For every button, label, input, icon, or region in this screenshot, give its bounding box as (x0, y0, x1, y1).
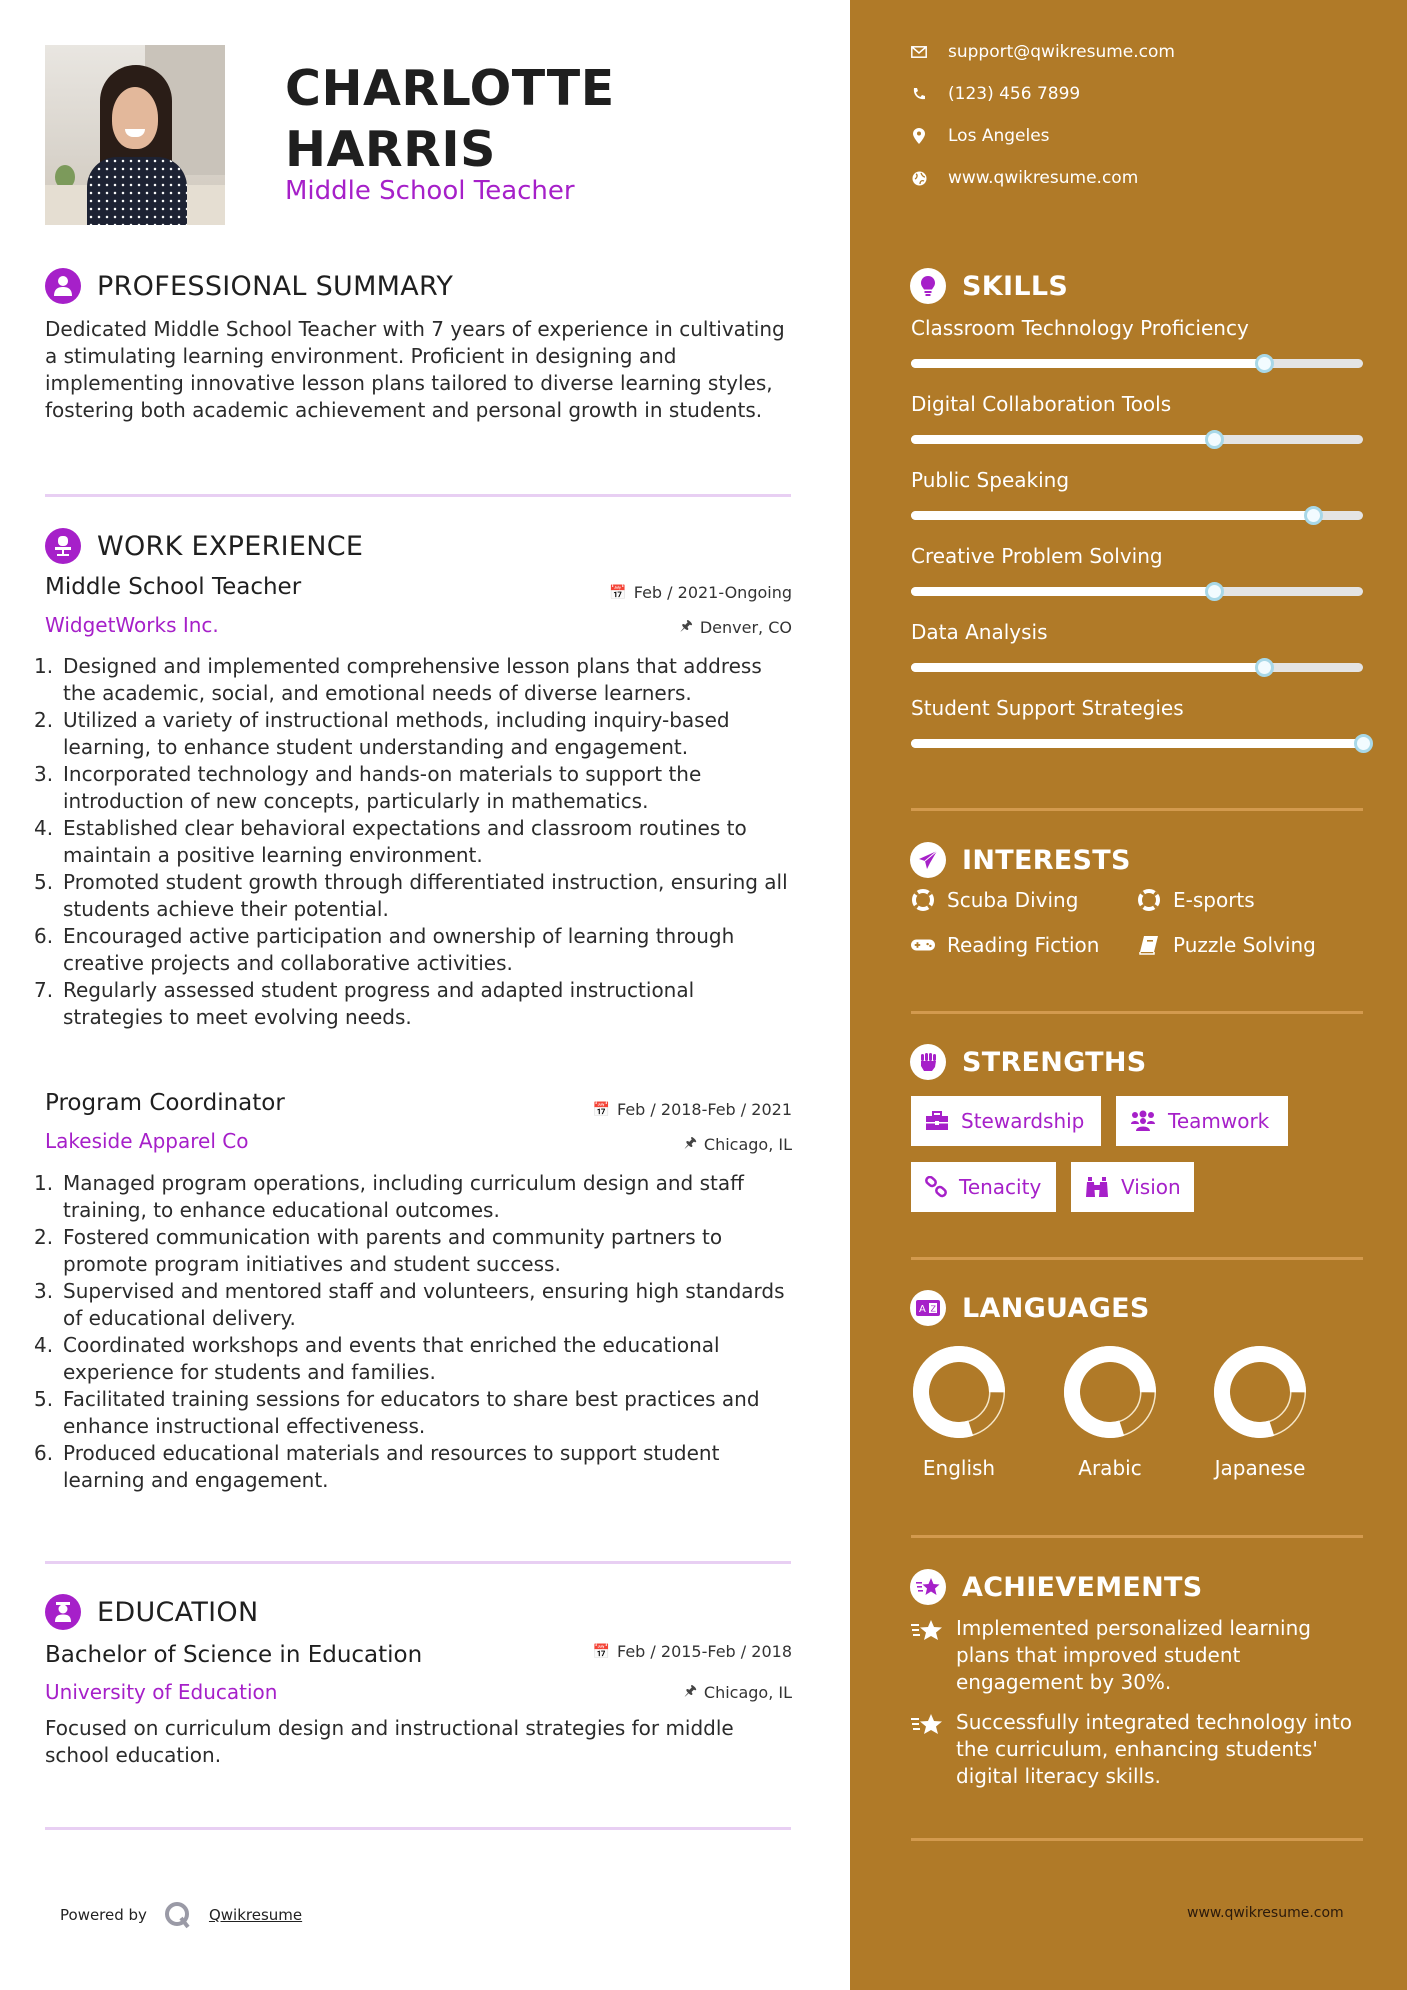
section-divider (911, 1535, 1363, 1538)
skills-heading (910, 268, 1068, 304)
job-location-2 (684, 1132, 792, 1156)
language-donut (1062, 1344, 1158, 1440)
list-item: 3. Supervised and mentored staff and volunteers, ensuring high standards of educational delivery. (34, 1279, 785, 1330)
experience-heading (45, 528, 363, 564)
achievement-item: Successfully integrated technology into the curriculum, enhancing students' digital literacy skills. (911, 1709, 1361, 1790)
skill-slider-knob[interactable] (1255, 354, 1274, 373)
list-item: 7. Regularly assessed student progress and adapted instructional strategies to meet evolving needs. (34, 978, 695, 1029)
translate-icon (910, 1290, 946, 1326)
skill-slider-fill (911, 587, 1214, 596)
section-divider (45, 1827, 791, 1830)
list-item: 5. Promoted student growth through differentiated instruction, ensuring all students achieve their potential. (34, 870, 788, 921)
strength-chip-vision: Vision (1071, 1162, 1194, 1212)
job-location-1 (680, 615, 792, 639)
language-label: English (922, 1456, 996, 1480)
sidebar (850, 0, 1407, 1990)
languages-title: LANGUAGES (962, 1292, 1150, 1324)
contact-location (910, 126, 1050, 146)
job-2-bullets (34, 1170, 794, 1494)
name-line-1: CHARLOTTE (285, 60, 615, 117)
skill-slider-knob[interactable] (1255, 658, 1274, 677)
interests-title: INTERESTS (962, 844, 1131, 876)
calendar-icon: 📅 (592, 1101, 610, 1118)
skill-slider[interactable] (911, 587, 1363, 596)
job-title: Middle School Teacher (285, 176, 575, 206)
interests-heading (910, 842, 1131, 878)
summary-heading (45, 268, 453, 304)
list-item: 1. Managed program operations, including curriculum design and staff training, to enhance educational outcomes. (34, 1171, 744, 1222)
list-item: 1. Designed and implemented comprehensive lesson plans that address the academic, social, and emotional needs of diverse learners. (34, 654, 762, 705)
contact-phone[interactable] (910, 84, 1080, 104)
education-location-text: Chicago, IL (703, 1682, 792, 1702)
skill-label: Data Analysis (911, 620, 1048, 644)
achievement-item: Implemented personalized learning plans that improved student engagement by 30%. (911, 1615, 1361, 1696)
name-line-2: HARRIS (285, 121, 496, 178)
calendar-icon: 📅 (609, 584, 627, 601)
language-label: Arabic (1078, 1456, 1142, 1480)
link-icon (925, 1176, 947, 1198)
interest-item: Reading Fiction (911, 933, 1099, 957)
language-label: Japanese (1214, 1456, 1306, 1480)
skill-slider-fill (911, 435, 1214, 444)
skill-label: Public Speaking (911, 468, 1070, 492)
language-item (1060, 1344, 1160, 1480)
user-icon (45, 268, 81, 304)
candidate-name (285, 58, 615, 180)
envelope-icon (910, 46, 928, 58)
job-1-bullets (34, 653, 794, 1031)
job-dates-2 (593, 1100, 792, 1119)
language-item (1210, 1344, 1310, 1480)
skill-slider-knob[interactable] (1354, 734, 1373, 753)
interest-item: Puzzle Solving (1137, 933, 1316, 957)
life-ring-icon (911, 889, 935, 911)
list-item: 4. Coordinated workshops and events that enriched the educational experience for students and families. (34, 1333, 720, 1384)
strength-chip-tenacity: Tenacity (911, 1162, 1056, 1212)
paper-plane-icon (910, 842, 946, 878)
gamepad-icon (911, 938, 935, 952)
skill-label: Student Support Strategies (911, 696, 1184, 720)
skill-slider-fill (911, 511, 1313, 520)
website-text: www.qwikresume.com (948, 168, 1139, 188)
map-pin-icon (910, 128, 928, 144)
list-item: 6. Produced educational materials and resources to support student learning and engagement. (34, 1441, 720, 1492)
pushpin-icon: 🖈 (683, 1135, 697, 1151)
skill-label: Digital Collaboration Tools (911, 392, 1172, 416)
interest-item: E-sports (1137, 888, 1255, 912)
achievements-title: ACHIEVEMENTS (962, 1571, 1203, 1603)
skill-slider[interactable] (911, 511, 1363, 520)
pushpin-icon: 🖈 (683, 1683, 697, 1699)
section-divider (45, 1561, 791, 1564)
skill-slider[interactable] (911, 359, 1363, 368)
pushpin-icon: 🖈 (679, 618, 693, 634)
skill-slider-fill (911, 359, 1264, 368)
phone-icon (910, 87, 928, 101)
language-donut (1212, 1344, 1308, 1440)
skill-label: Creative Problem Solving (911, 544, 1163, 568)
summary-text: Dedicated Middle School Teacher with 7 years of experience in cultivating a stimulating learning environment. Proficient in designing and implementing innovative lesson plans tailored to diverse learning styles, fostering both academic achievement and personal growth in students. (45, 317, 785, 422)
shooting-star-icon (910, 1569, 946, 1605)
list-item: 2. Fostered communication with parents and community partners to promote program initiatives and student success. (34, 1225, 723, 1276)
contact-website[interactable] (910, 168, 1138, 188)
experience-title: WORK EXPERIENCE (97, 530, 364, 562)
degree: Bachelor of Science in Education (45, 1642, 423, 1668)
email-text: support@qwikresume.com (948, 42, 1175, 62)
job-dates-1 (609, 583, 792, 602)
qwikresume-link[interactable]: Qwikresume (208, 1906, 303, 1924)
svg-text:A: A (919, 1304, 926, 1315)
summary-title: PROFESSIONAL SUMMARY (97, 270, 454, 302)
interest-item: Scuba Diving (911, 888, 1078, 912)
skills-title: SKILLS (962, 270, 1069, 302)
language-item (909, 1344, 1009, 1480)
shooting-star-icon (911, 1615, 944, 1696)
language-donut-fill (1212, 1344, 1308, 1440)
skill-label: Classroom Technology Proficiency (911, 316, 1249, 340)
strength-chip-stewardship: Stewardship (911, 1096, 1101, 1146)
education-heading (45, 1594, 258, 1630)
binoculars-icon (1085, 1176, 1109, 1198)
skill-slider[interactable] (911, 435, 1363, 444)
qwikresume-logo-icon (163, 1900, 193, 1930)
users-icon (1130, 1110, 1156, 1132)
skill-slider-knob[interactable] (1304, 506, 1323, 525)
fist-icon (910, 1044, 946, 1080)
section-divider (911, 1838, 1363, 1841)
language-donut (911, 1344, 1007, 1440)
shooting-star-icon (911, 1709, 944, 1790)
job-company-1: WidgetWorks Inc. (45, 613, 219, 637)
education-dates (593, 1642, 792, 1661)
language-donut-fill (911, 1344, 1007, 1440)
list-item: 2. Utilized a variety of instructional methods, including inquiry-based learning, to enhance student understanding and engagement. (34, 708, 730, 759)
globe-icon (910, 171, 928, 186)
list-item: 3. Incorporated technology and hands-on materials to support the introduction of new concepts, particularly in mathematics. (34, 762, 702, 813)
job-company-2: Lakeside Apparel Co (45, 1129, 249, 1153)
job-dates-2-text: Feb / 2018-Feb / 2021 (617, 1100, 792, 1119)
language-donut-fill (1062, 1344, 1158, 1440)
strength-chip-teamwork: Teamwork (1116, 1096, 1288, 1146)
strengths-title: STRENGTHS (962, 1046, 1147, 1078)
book-icon (1137, 935, 1161, 955)
briefcase-chair-icon (45, 528, 81, 564)
calendar-icon: 📅 (592, 1643, 610, 1660)
graduate-icon (45, 1594, 81, 1630)
skill-slider-fill (911, 663, 1264, 672)
section-divider (911, 808, 1363, 811)
skill-slider[interactable] (911, 663, 1363, 672)
achievements-heading (910, 1569, 1203, 1605)
education-title: EDUCATION (97, 1596, 259, 1628)
languages-heading (910, 1290, 1150, 1326)
list-item: 5. Facilitated training sessions for educators to share best practices and enhance instructional effectiveness. (34, 1387, 760, 1438)
profile-photo (45, 45, 225, 225)
education-dates-text: Feb / 2015-Feb / 2018 (617, 1642, 792, 1661)
skill-slider-fill (911, 739, 1363, 748)
job-dates-1-text: Feb / 2021-Ongoing (633, 583, 792, 602)
section-divider (911, 1011, 1363, 1014)
skill-slider-knob[interactable] (1205, 430, 1224, 449)
job-title-1: Middle School Teacher (45, 574, 302, 600)
list-item: 6. Encouraged active participation and ownership of learning through creative projects and collaborative activities. (34, 924, 735, 975)
list-item: 4. Established clear behavioral expectations and classroom routines to maintain a positive learning environment. (34, 816, 747, 867)
lightbulb-icon (910, 268, 946, 304)
phone-text: (123) 456 7899 (948, 84, 1081, 104)
powered-by (60, 1900, 302, 1930)
svg-text:Z: Z (930, 1304, 936, 1314)
skill-slider[interactable] (911, 739, 1363, 748)
section-divider (911, 1257, 1363, 1260)
section-divider (45, 494, 791, 497)
school: University of Education (45, 1680, 278, 1704)
job-location-2-text: Chicago, IL (703, 1134, 792, 1154)
skill-slider-knob[interactable] (1205, 582, 1224, 601)
footer-website[interactable]: www.qwikresume.com (1187, 1905, 1344, 1921)
strengths-heading (910, 1044, 1147, 1080)
job-location-1-text: Denver, CO (699, 617, 792, 637)
location-text: Los Angeles (948, 126, 1050, 146)
contact-email[interactable] (910, 42, 1175, 62)
briefcase-icon (925, 1111, 949, 1131)
job-title-2: Program Coordinator (45, 1090, 285, 1116)
life-ring-icon (1137, 889, 1161, 911)
powered-by-label: Powered by (60, 1906, 147, 1924)
education-description: Focused on curriculum design and instructional strategies for middle school education. (45, 1716, 734, 1767)
education-location (684, 1680, 792, 1704)
